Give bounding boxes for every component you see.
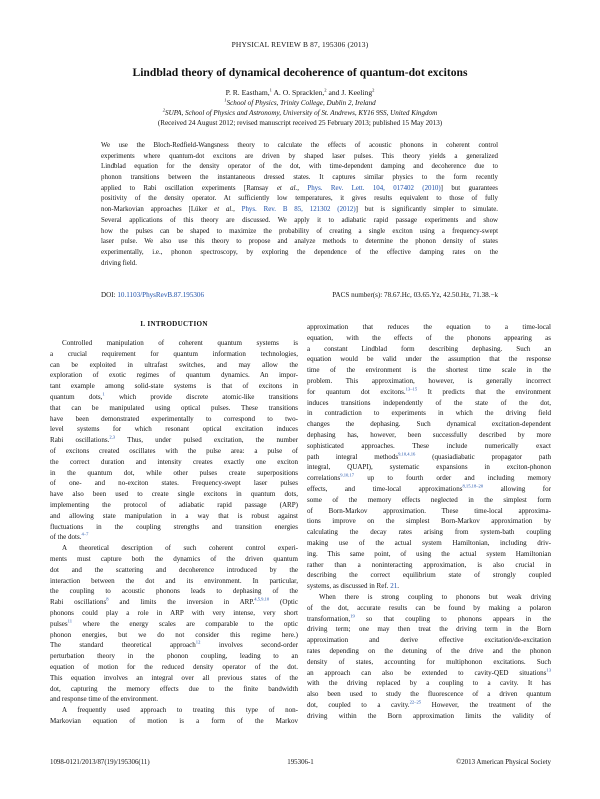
affiliation-1 <box>40 99 560 107</box>
abstract-text: , <box>233 206 242 214</box>
abstract-line: how the pulses can be shaped to maximize the probability of creating a single exciton using a frequency-swept <box>101 227 498 235</box>
body-line: sophisticated approaches. These include numerically exact <box>307 441 551 450</box>
body-line: tant example among solid-state systems is that of excitons in <box>50 382 298 391</box>
author-keeling: and J. Keeling <box>328 88 373 97</box>
citation-link[interactable]: 13–15 <box>405 386 418 392</box>
abstract <box>101 141 498 269</box>
abstract-text: non-Markovian approaches [Lüker <box>101 206 215 214</box>
body-line <box>50 532 298 543</box>
body-line: ing. This same point, of using the actual system Hamiltonian <box>307 549 551 558</box>
body-line: fluctuations in the coupling strengths and transition energies <box>50 522 298 531</box>
body-text: an approach can also be extended to cavity-QED situations <box>307 668 547 677</box>
body-line: phonon energies, but we do not consider this regime here.) <box>50 630 298 639</box>
body-text: (quasiadiabatic propagator path <box>415 452 551 461</box>
body-line: describing the correct equilibrium state of strongly coupled <box>307 571 551 580</box>
body-line: of Born-Markov approximation. These time-local approxima- <box>307 506 551 515</box>
body-line: dot and the scattering and decoherence introduced by the <box>50 565 298 574</box>
body-line: interaction between the dot and its environment. In particular, <box>50 576 298 585</box>
body-line: rates depending on the detuning of the drive and the phonon <box>307 646 551 655</box>
author-eastham: P. R. Eastham, <box>225 88 270 97</box>
body-text: and limits the inversion in ARP. <box>108 598 255 607</box>
body-line <box>50 619 298 630</box>
abstract-line <box>101 205 498 216</box>
body-text: (Optic <box>269 598 298 607</box>
body-line: ments must capture both the dynamics of the driven quantum <box>50 554 298 563</box>
body-line: that can be manipulated using optical pulses. These transitions <box>50 403 298 412</box>
doi-link[interactable]: 10.1103/PhysRevB.87.195306 <box>117 291 205 299</box>
body-line: problem. This approximation, however, is generally incorrect <box>307 376 551 385</box>
citation-link[interactable]: 11 <box>67 618 73 624</box>
body-line: induces transitions independently of the state of the dot, <box>307 398 551 407</box>
body-line: Controlled manipulation of coherent quantum systems is <box>62 339 298 347</box>
body-text: Rabi oscillations. <box>50 436 110 445</box>
abstract-line: experiments where quantum-dot excitons are driven by shaped laser pulses. This theory yields a generalized <box>101 152 498 160</box>
running-head: PHYSICAL REVIEW B 87, 195306 (2013) <box>231 40 369 49</box>
abstract-text: , <box>297 184 308 192</box>
body-text: for quantum dot excitons. <box>307 387 406 396</box>
body-text: up to fourth order and including memory <box>354 474 551 483</box>
body-line: calculating the decay rates arising from system-bath coupling <box>307 528 551 537</box>
body-text: correlations <box>307 474 341 483</box>
body-line: a crucial requirement for quantum information technologies, <box>50 349 298 358</box>
body-line: of excitons created oscillates with the pulse area: a pulse of <box>50 446 298 455</box>
body-line: approximation that reduces the equation to a time-local <box>307 323 551 331</box>
affiliation-marker: 2 <box>162 107 166 113</box>
body-line <box>307 484 551 495</box>
body-line <box>307 581 551 592</box>
body-text: dot, coupled to a cavity. <box>307 700 410 709</box>
author-affil-marker: 1 <box>269 87 272 93</box>
affiliation-text: SUPA, School of Physics and Astronomy, University of St. Andrews, KY16 9SS, United Kingdom <box>165 109 438 117</box>
body-line <box>307 700 551 711</box>
section-heading: I. INTRODUCTION <box>140 320 208 328</box>
abstract-line: phonon transitions between the instantaneous dressed states. It captures similar physics to the form recently <box>101 174 498 182</box>
author-affil-marker: 2 <box>324 87 327 93</box>
body-text: systems, as discussed in Ref. <box>307 582 391 591</box>
right-column <box>307 322 551 721</box>
pacs-numbers <box>332 291 498 299</box>
citation-link[interactable]: 2,3 <box>109 435 116 440</box>
abstract-line: Lindblad equation for the density operator of the dot, with time-dependent damping and decoherence due to <box>101 163 498 171</box>
body-text: which provide discrete atomic-like transitions <box>104 392 298 401</box>
body-line: making use of the actual system Hamiltonian, including driv- <box>307 538 551 547</box>
body-line: This equation involves an integral over all previous states of the <box>50 673 298 682</box>
body-line: with the driving replaced by a coupling to a cavity. It has <box>307 679 551 688</box>
citation-link[interactable]: 8 <box>106 597 109 602</box>
body-line: tions improve on the simplest Born-Markov approximation by <box>307 517 551 526</box>
body-line <box>307 452 551 463</box>
left-column <box>50 338 298 727</box>
footer-copyright: ©2013 American Physical Society <box>456 759 551 766</box>
abstract-line: laser pulse. We also use this theory to propose and analyze methods to determine the phonon density of states <box>101 238 498 246</box>
reference-link-ramsay[interactable]: Phys. Rev. Lett. 104, 017402 (2010) <box>307 184 441 192</box>
body-text: path integral methods <box>307 452 399 461</box>
body-line: a constant Lindblad form describing dephasing. Such an <box>307 344 551 353</box>
abstract-line: We use the Bloch-Redfield-Wangsness theory to calculate the effects of acoustic phonons in coherent control <box>101 142 498 149</box>
body-line: have also been used to create single excitons in quantum dots, <box>50 490 298 499</box>
author-list <box>40 88 560 97</box>
abstract-line: positivity of the density operator. At sufficiently low temperatures, it gives results equivalent to those of fully <box>101 195 498 203</box>
body-text: The standard theoretical approach <box>50 641 196 650</box>
citation-link[interactable]: 4–7 <box>81 532 89 537</box>
body-line: driving within the Born approximation limits the validity of <box>307 711 551 720</box>
body-line: A frequently used approach to treating this type of non- <box>62 706 298 715</box>
body-line: have been demonstrated experimentally to correspond to two- <box>50 414 298 423</box>
body-text: of the dots. <box>50 533 82 542</box>
body-line: and response time of the environment. <box>50 695 159 704</box>
body-text: It predicts that the environment <box>417 387 551 396</box>
citation-link[interactable]: 19 <box>350 613 355 619</box>
body-line <box>307 473 551 484</box>
abstract-text: ] but is significantly simpler to simulate. <box>355 206 498 214</box>
body-line: level systems for which resonant optical excitation induces <box>50 425 298 434</box>
author-affil-marker: 2 <box>372 87 375 93</box>
body-text: so that coupling to phonons appears in the <box>354 614 551 623</box>
pacs-value: 78.67.Hc, 03.65.Yz, 42.50.Hz, 71.38.−k <box>384 291 498 299</box>
body-line <box>307 387 551 398</box>
body-line: implementing the protocol of adiabatic rapid passage (ARP) <box>50 500 298 509</box>
citation-link[interactable]: 8,15,18–20 <box>462 483 484 489</box>
body-line: phonons could play a role in ARP with very intense, very short <box>50 608 298 617</box>
body-text: Rabi oscillations <box>50 598 107 607</box>
body-line <box>50 640 298 651</box>
citation-link[interactable]: 9,10,17 <box>340 473 355 478</box>
abstract-line: Several applications of this theory are discussed. We apply it to adiabatic rapid passage experiments and show <box>101 216 498 224</box>
body-line: driving term; one may then treat the driving term in the Born <box>307 625 551 634</box>
citation-link[interactable]: 12 <box>195 640 201 645</box>
body-line: changes the dephasing. Such dynamical excitation-dependent <box>307 420 551 429</box>
body-line <box>50 392 298 403</box>
body-line: dephasing has, however, been successfully described by more <box>307 430 551 439</box>
body-text: transformation, <box>307 614 351 623</box>
citation-link[interactable]: 1 <box>102 391 105 397</box>
doi-pacs-row <box>101 291 498 299</box>
abstract-text: et al. <box>276 184 298 192</box>
body-line: time of the environment is the shortest time scale in the <box>307 366 551 375</box>
body-line: density of states, accounting for multiphonon excitations. Such <box>307 657 551 666</box>
footer-issn: 1098-0121/2013/87(19)/195306(11) <box>50 759 150 766</box>
body-text: pulses <box>50 619 68 628</box>
body-line: A theoretical description of such coherent control experi- <box>62 544 298 553</box>
body-line: can be exploited in ultrafast switches, and may allow the <box>50 360 298 369</box>
body-line: equation, with the effects of the phonons appearing as <box>307 333 551 342</box>
body-line: some of the memory effects neglected in the simplest form <box>307 495 551 504</box>
body-line: the coupling to acoustic phonons leads to dephasing of the <box>50 587 298 596</box>
body-line: of the dot, accurate results can be found by making a polaron <box>307 603 551 612</box>
body-line: When there is strong coupling to phonons but weak driving <box>319 592 551 601</box>
body-line: equation would be valid under the assumption that the response <box>307 355 551 364</box>
body-text: However, the treatment of the <box>421 700 551 709</box>
body-text: involves second-order <box>200 641 298 650</box>
abstract-line: experimentally, i.e., phonon spectroscopy, by exploring the dependence of the effective damping rates on the <box>101 248 498 256</box>
abstract-line: driving field. <box>101 259 137 267</box>
abstract-text: applied to Rabi oscillation experiments [Ramsay <box>101 184 277 192</box>
body-text: quantum dots, <box>50 392 103 401</box>
footer-page-number: 195306-1 <box>287 759 314 766</box>
body-text: Thus, under pulsed excitation, the number <box>115 436 298 445</box>
abstract-text: ] but guarantees <box>440 184 498 192</box>
article-title: Lindblad theory of dynamical decoherence of quantum-dot excitons <box>132 66 468 79</box>
body-text: . <box>397 582 399 591</box>
body-line: Markovian equation of motion is a form of the Markov <box>50 716 298 725</box>
citation-link[interactable]: 4,5,9,10 <box>254 597 270 602</box>
body-text: where the energy scales are comparable to the optic <box>72 619 298 628</box>
abstract-line <box>101 184 498 195</box>
body-line: also been used to study the fluorescence of a driven quantum <box>307 690 551 699</box>
body-line: approximation and derive effective excitation/de-excitation <box>307 636 551 645</box>
citation-link[interactable]: 13 <box>546 667 551 673</box>
reference-link-21[interactable]: 21 <box>390 582 398 591</box>
body-line: and allowing state manipulation in a way that is robust against <box>50 511 298 520</box>
abstract-text: et al. <box>214 206 234 214</box>
body-line: dot, capturing the memory effects due to the finite bandwidth <box>50 684 298 693</box>
affiliation-text: School of Physics, Trinity College, Dublin 2, Ireland <box>226 99 376 107</box>
body-text: allowing for <box>483 484 551 493</box>
citation-link[interactable]: 22–25 <box>409 699 422 705</box>
body-line: in contradiction to experiments in which the driving field <box>307 409 551 418</box>
body-line: equation of motion for the reduced density operator of the dot. <box>50 662 298 671</box>
body-line: of one- and no-exciton states. Frequency-swept laser pulses <box>50 479 298 488</box>
received-dates: (Received 24 August 2012; revised manuscript received 25 February 2013; published 15 May 2013) <box>157 119 443 127</box>
pacs-label: PACS number(s): <box>332 291 383 299</box>
doi-label: DOI: <box>101 291 116 299</box>
body-line: the correct duration and intensity creates exactly one exciton <box>50 457 298 466</box>
citation-link[interactable]: 9,10,4,16 <box>398 451 416 457</box>
body-line: perturbation theory in the phonon coupling, leading to an <box>50 652 298 661</box>
body-line: integral, QUAPI), systematic expansions in exciton-phonon <box>307 463 551 472</box>
body-line <box>50 435 298 446</box>
author-spracklen: A. O. Spracklen, <box>273 88 325 97</box>
body-line <box>307 614 551 625</box>
body-line: exploration of exotic regimes of quantum dynamics. An impor- <box>50 371 298 380</box>
body-line: in the quantum dot, while other pulses create superpositions <box>50 468 298 477</box>
body-line: rather than a noninteracting approximation, is also crucial in <box>307 560 551 569</box>
reference-link-luker[interactable]: Phys. Rev. B 85, 121302 (2012) <box>241 206 356 214</box>
affiliation-marker: 1 <box>224 97 227 103</box>
body-line <box>307 668 551 679</box>
body-text: effects, and time-local approximations <box>307 484 463 493</box>
affiliation-2 <box>40 109 560 117</box>
body-line <box>50 597 298 608</box>
